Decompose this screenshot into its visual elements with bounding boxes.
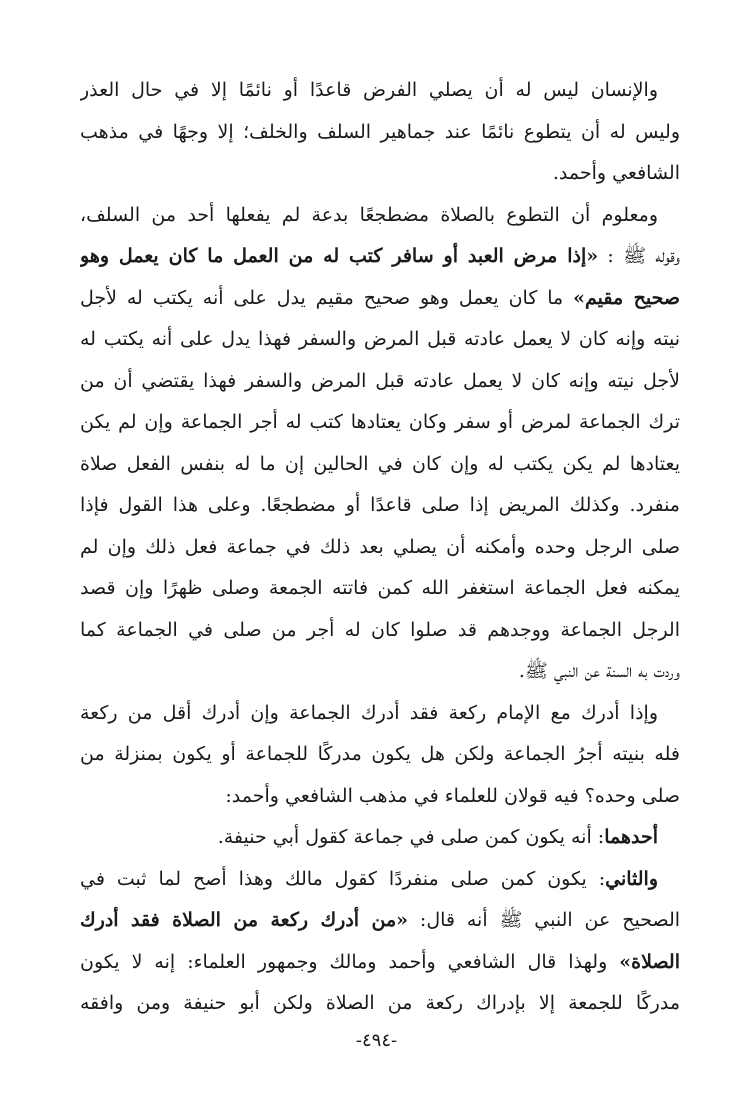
text-line	[80, 817, 680, 859]
text-segment: وقوله ﷺ :	[598, 245, 680, 267]
text-segment: فله بنيته أجرُ الجماعة ولكن هل يكون مدركًا للجماعة أو يكون بمنزلة من	[80, 743, 680, 765]
text-segment: الصحيح عن النبي ﷺ أنه قال:	[408, 909, 680, 931]
text-line	[80, 70, 680, 112]
text-segment: صلى وحده؟ فيه قولان للعلماء في مذهب الشافعي وأحمد:	[225, 784, 680, 807]
text-segment: ما كان يعمل وهو صحيح مقيم يدل على أنه يكتب له لأجل	[80, 286, 574, 309]
text-line	[80, 651, 680, 693]
bold-text-segment: والثاني	[605, 867, 658, 890]
text-segment: ولهذا قال الشافعي وأحمد ومالك وجمهور العلماء: إنه لا يكون	[80, 950, 620, 973]
bold-text-segment: «إذا مرض العبد أو سافر كتب له من العمل ما كان يعمل وهو	[80, 245, 599, 267]
text-segment: نيته وإنه كان لا يعمل عادته قبل المرض والسفر فهذا يدل على أنه يكتب له	[80, 328, 680, 350]
text-line	[80, 734, 680, 776]
text-line	[80, 361, 680, 403]
text-segment: ومعلوم أن التطوع بالصلاة مضطجعًا بدعة لم يفعلها أحد من السلف،	[80, 203, 658, 226]
text-line	[80, 942, 680, 984]
text-segment: والإنسان ليس له أن يصلي الفرض قاعدًا أو نائمًا إلا في حال العذر	[80, 79, 658, 101]
text-line	[80, 568, 680, 610]
bold-text-segment: «من أدرك ركعة من الصلاة فقد أدرك	[80, 909, 409, 931]
bold-text-segment: أحدهما	[604, 826, 658, 848]
text-segment: : أنه يكون كمن صلى في جماعة كقول أبي حنيفة.	[217, 826, 605, 848]
text-segment: يعتادها لم يكن يكتب له وإن كان في الحالين إن ما له بنفس الفعل صلاة	[80, 452, 680, 475]
text-segment: وليس له أن يتطوع نائمًا عند جماهير السلف والخلف؛ إلا وجهًا في مذهب	[80, 120, 680, 143]
text-line	[80, 485, 680, 527]
text-segment: وإذا أدرك مع الإمام ركعة فقد أدرك الجماعة وإن أدرك أقل من ركعة	[80, 701, 658, 724]
text-line	[80, 900, 680, 942]
text-segment: الشافعي وأحمد.	[552, 162, 680, 184]
text-line	[80, 319, 680, 361]
text-line	[80, 153, 680, 195]
text-line	[80, 776, 680, 818]
text-line	[80, 693, 680, 735]
text-line	[80, 444, 680, 486]
text-line	[80, 195, 680, 237]
text-segment: منفرد. وكذلك المريض إذا صلى قاعدًا أو مضطجعًا. وعلى هذا القول فإذا	[80, 494, 680, 516]
bold-text-segment: الصلاة»	[619, 950, 680, 973]
text-line	[80, 402, 680, 444]
text-line	[80, 983, 680, 1025]
text-segment: : يكون كمن صلى منفردًا كقول مالك وهذا أصح لما ثبت في	[80, 867, 606, 890]
text-segment: وردت به السنة عن النبي ﷺ.	[518, 660, 680, 682]
text-segment: لأجل نيته وإنه كان لا يعمل عادته قبل المرض والسفر فهذا يقتضي أن من	[80, 369, 680, 392]
text-line	[80, 610, 680, 652]
text-segment: يمكنه فعل الجماعة استغفر الله كمن فاتته الجمعة وصلى ظهرًا وإن قصد	[80, 577, 680, 599]
text-segment: مدركًا للجمعة إلا بإدراك ركعة من الصلاة ولكن أبو حنيفة ومن وافقه	[80, 992, 680, 1014]
text-line	[80, 278, 680, 320]
text-segment: ترك الجماعة لمرض أو سفر وكان يعتادها كتب له أجر الجماعة وإن لم يكن	[80, 411, 680, 433]
text-segment: الرجل الجماعة ووجدهم قد صلوا كان له أجر من صلى في الجماعة كما	[80, 618, 680, 641]
text-line	[80, 527, 680, 569]
page-number: -٤٩٤-	[355, 1030, 398, 1051]
text-line	[80, 112, 680, 154]
page-body-text	[80, 70, 680, 1025]
bold-text-segment: صحيح مقيم»	[573, 286, 680, 309]
text-line	[80, 859, 680, 901]
text-line	[80, 236, 680, 278]
text-segment: صلى الرجل وحده وأمكنه أن يصلي بعد ذلك في جماعة فعل ذلك وإن لم	[80, 535, 680, 558]
